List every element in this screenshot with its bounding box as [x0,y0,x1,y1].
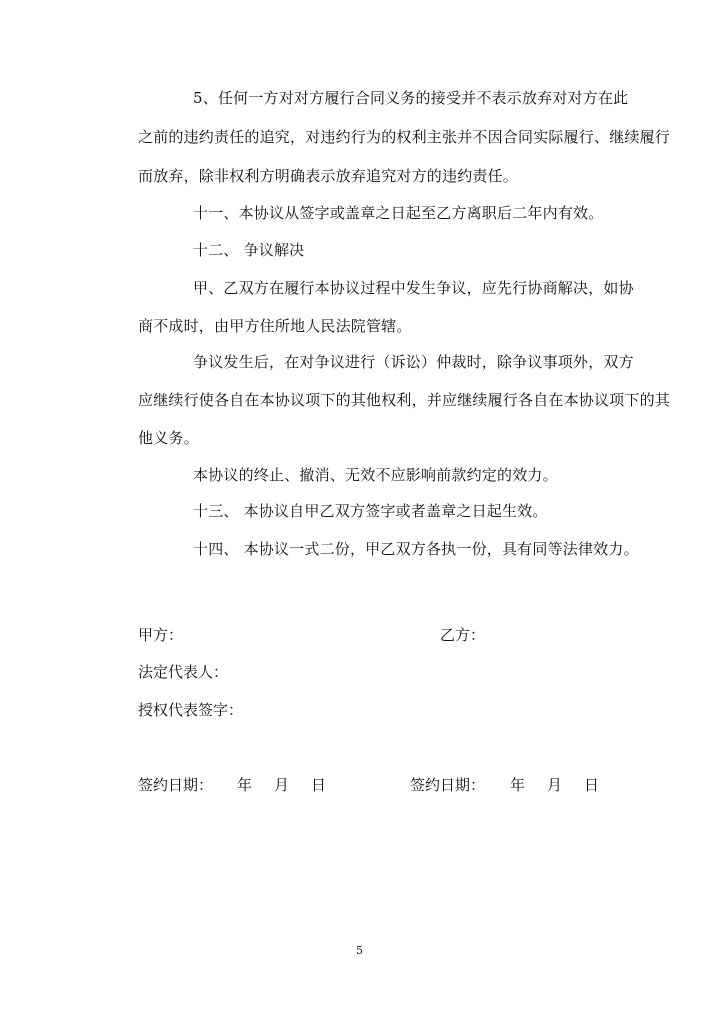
clause-5-line-1: 5、任何一方对对方履行合同义务的接受并不表示放弃对对方在此 [193,89,629,107]
clause-5-line-2: 之前的违约责任的追究，对违约行为的权利主张并不因合同实际履行、继续履行 [138,128,671,146]
clause-12-p1-line-1: 甲、乙双方在履行本协议过程中发生争议，应先行协商解决，如协 [193,279,634,297]
clause-13: 十三、 本协议自甲乙双方签字或者盖章之日起生效。 [193,502,548,520]
year-a: 年 [237,776,253,794]
clause-12-p2-line-3: 他义务。 [138,429,199,447]
party-b-label: 乙方： [440,626,486,644]
clause-11: 十一、本协议从签字或盖章之日起至乙方离职后二年内有效。 [193,204,604,222]
legal-rep-label: 法定代表人： [138,663,229,681]
page-number: 5 [356,944,363,957]
month-a: 月 [274,776,290,794]
month-b: 月 [547,776,563,794]
auth-rep-label: 授权代表签字： [138,701,244,719]
day-b: 日 [584,776,600,794]
date-label-b: 签约日期： [410,776,486,794]
clause-14: 十四、 本协议一式二份，甲乙双方各执一份，具有同等法律效力。 [193,540,639,558]
party-a-label: 甲方： [138,626,184,644]
clause-5-line-3: 而放弃，除非权利方明确表示放弃追究对方的违约责任。 [138,167,519,185]
clause-12-p3: 本协议的终止、撤消、无效不应影响前款约定的效力。 [193,466,558,484]
date-label-a: 签约日期： [138,776,214,794]
clause-12-p2-line-1: 争议发生后，在对争议进行（诉讼）仲裁时，除争议事项外，双方 [193,353,634,371]
clause-12-p1-line-2: 商不成时，由甲方住所地人民法院管辖。 [138,317,412,335]
clause-12-title: 十二、 争议解决 [193,241,305,259]
day-a: 日 [311,776,327,794]
clause-12-p2-line-2: 应继续行使各自在本协议项下的其他权利，并应继续履行各自在本协议项下的其 [138,391,671,409]
year-b: 年 [510,776,526,794]
